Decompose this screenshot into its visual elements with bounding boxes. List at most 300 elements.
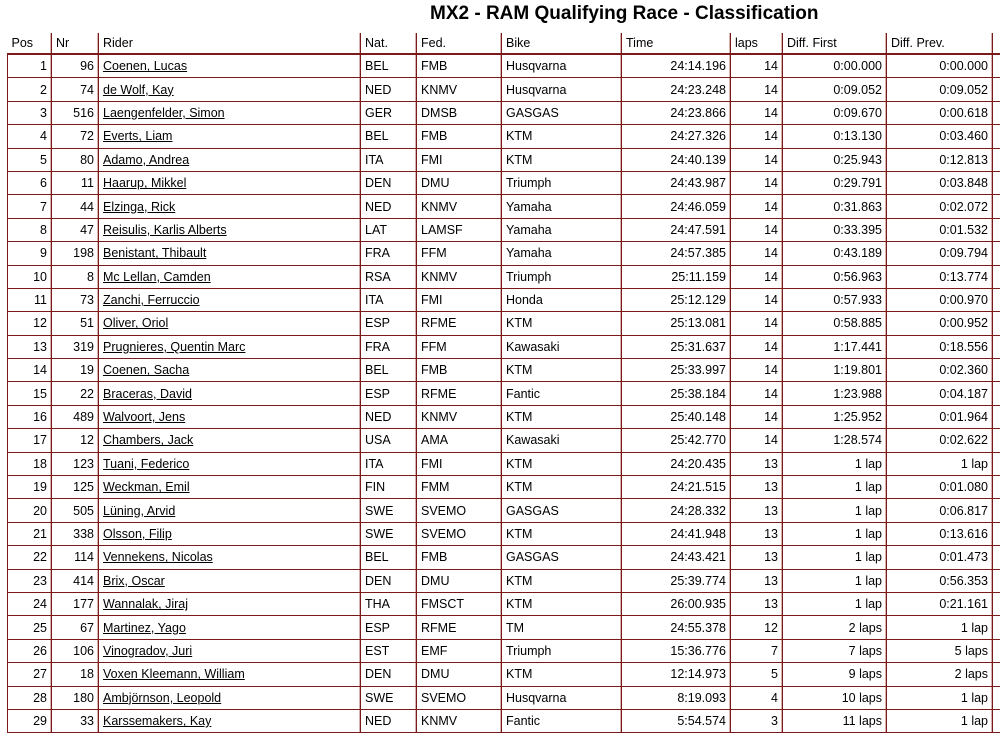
row-filler bbox=[993, 148, 1000, 171]
cell-rider bbox=[99, 686, 361, 709]
cell-laps: 4 bbox=[731, 686, 783, 709]
rider-link[interactable]: Oliver, Oriol bbox=[103, 316, 169, 331]
column-header-bike: Bike bbox=[502, 33, 622, 54]
cell-nat: FIN bbox=[361, 476, 417, 499]
cell-diff-first: 1 lap bbox=[783, 592, 887, 615]
cell-diff-first: 1:25.952 bbox=[783, 405, 887, 428]
cell-laps: 14 bbox=[731, 265, 783, 288]
rider-link[interactable]: Ambjörnson, Leopold bbox=[103, 690, 222, 705]
table-row bbox=[8, 546, 1000, 569]
cell-laps: 14 bbox=[731, 335, 783, 358]
cell-fed: KNMV bbox=[417, 195, 502, 218]
cell-bike: Honda bbox=[502, 288, 622, 311]
cell-pos: 22 bbox=[8, 546, 52, 569]
rider-link[interactable]: Coenen, Lucas bbox=[103, 59, 188, 74]
cell-rider bbox=[99, 242, 361, 265]
cell-diff-first: 0:09.670 bbox=[783, 101, 887, 124]
cell-nat: FRA bbox=[361, 335, 417, 358]
cell-pos: 17 bbox=[8, 429, 52, 452]
column-header-diff-prev: Diff. Prev. bbox=[887, 33, 993, 54]
rider-link[interactable]: Lüning, Arvid bbox=[103, 503, 176, 518]
rider-link[interactable]: Voxen Kleemann, William bbox=[103, 667, 245, 682]
cell-diff-first: 1 lap bbox=[783, 499, 887, 522]
cell-time: 25:42.770 bbox=[622, 429, 731, 452]
rider-link[interactable]: Wannalak, Jiraj bbox=[103, 597, 188, 612]
rider-link[interactable]: Walvoort, Jens bbox=[103, 410, 186, 425]
cell-fed: EMF bbox=[417, 639, 502, 662]
cell-rider bbox=[99, 195, 361, 218]
rider-link[interactable]: Reisulis, Karlis Alberts bbox=[103, 222, 227, 237]
cell-rider bbox=[99, 335, 361, 358]
cell-diff-first: 1 lap bbox=[783, 476, 887, 499]
cell-pos: 18 bbox=[8, 452, 52, 475]
cell-rider bbox=[99, 429, 361, 452]
cell-nr: 80 bbox=[52, 148, 99, 171]
cell-time: 25:38.184 bbox=[622, 382, 731, 405]
cell-diff-first: 0:13.130 bbox=[783, 125, 887, 148]
cell-bike: KTM bbox=[502, 405, 622, 428]
cell-nr: 338 bbox=[52, 522, 99, 545]
table-row bbox=[8, 265, 1000, 288]
table-row bbox=[8, 288, 1000, 311]
cell-pos: 27 bbox=[8, 663, 52, 686]
cell-laps: 13 bbox=[731, 569, 783, 592]
cell-bike: KTM bbox=[502, 148, 622, 171]
rider-link[interactable]: Benistant, Thibault bbox=[103, 246, 207, 261]
cell-laps: 14 bbox=[731, 171, 783, 194]
cell-nr: 489 bbox=[52, 405, 99, 428]
cell-diff-prev: 0:12.813 bbox=[887, 148, 993, 171]
cell-time: 24:55.378 bbox=[622, 616, 731, 639]
cell-pos: 6 bbox=[8, 171, 52, 194]
cell-diff-first: 0:33.395 bbox=[783, 218, 887, 241]
rider-link[interactable]: Coenen, Sacha bbox=[103, 363, 190, 378]
cell-pos: 19 bbox=[8, 476, 52, 499]
table-row bbox=[8, 195, 1000, 218]
table-row bbox=[8, 171, 1000, 194]
cell-laps: 14 bbox=[731, 359, 783, 382]
cell-rider bbox=[99, 592, 361, 615]
cell-time: 24:43.987 bbox=[622, 171, 731, 194]
rider-link[interactable]: Tuani, Federico bbox=[103, 456, 190, 471]
cell-bike: Fantic bbox=[502, 709, 622, 732]
cell-nat: BEL bbox=[361, 359, 417, 382]
rider-link[interactable]: Zanchi, Ferruccio bbox=[103, 293, 200, 308]
cell-time: 25:40.148 bbox=[622, 405, 731, 428]
cell-nat: ITA bbox=[361, 288, 417, 311]
cell-time: 24:41.948 bbox=[622, 522, 731, 545]
table-row bbox=[8, 382, 1000, 405]
cell-pos: 21 bbox=[8, 522, 52, 545]
cell-nr: 96 bbox=[52, 54, 99, 78]
cell-rider bbox=[99, 476, 361, 499]
table-row bbox=[8, 148, 1000, 171]
cell-bike: GASGAS bbox=[502, 101, 622, 124]
cell-laps: 3 bbox=[731, 709, 783, 732]
cell-time: 24:21.515 bbox=[622, 476, 731, 499]
cell-diff-first: 1:28.574 bbox=[783, 429, 887, 452]
cell-diff-first: 0:56.963 bbox=[783, 265, 887, 288]
rider-link[interactable]: Chambers, Jack bbox=[103, 433, 194, 448]
cell-time: 25:31.637 bbox=[622, 335, 731, 358]
cell-fed: KNMV bbox=[417, 265, 502, 288]
cell-pos: 5 bbox=[8, 148, 52, 171]
cell-bike: Husqvarna bbox=[502, 686, 622, 709]
rider-link[interactable]: Karssemakers, Kay bbox=[103, 714, 212, 729]
cell-bike: KTM bbox=[502, 522, 622, 545]
cell-pos: 8 bbox=[8, 218, 52, 241]
cell-diff-first: 1 lap bbox=[783, 569, 887, 592]
cell-nat: ITA bbox=[361, 148, 417, 171]
cell-nat: ITA bbox=[361, 452, 417, 475]
cell-pos: 13 bbox=[8, 335, 52, 358]
cell-fed: RFME bbox=[417, 616, 502, 639]
table-row bbox=[8, 616, 1000, 639]
row-filler bbox=[993, 616, 1000, 639]
cell-pos: 26 bbox=[8, 639, 52, 662]
cell-laps: 14 bbox=[731, 195, 783, 218]
cell-laps: 14 bbox=[731, 148, 783, 171]
cell-rider bbox=[99, 499, 361, 522]
row-filler bbox=[993, 429, 1000, 452]
column-header-time: Time bbox=[622, 33, 731, 54]
rider-link[interactable]: Weckman, Emil bbox=[103, 480, 190, 495]
cell-bike: KTM bbox=[502, 663, 622, 686]
cell-fed: FMB bbox=[417, 125, 502, 148]
row-filler bbox=[993, 54, 1000, 78]
row-filler bbox=[993, 171, 1000, 194]
cell-diff-first: 1:23.988 bbox=[783, 382, 887, 405]
cell-time: 24:28.332 bbox=[622, 499, 731, 522]
cell-fed: KNMV bbox=[417, 709, 502, 732]
cell-pos: 9 bbox=[8, 242, 52, 265]
cell-pos: 20 bbox=[8, 499, 52, 522]
rider-link[interactable]: Haarup, Mikkel bbox=[103, 176, 187, 191]
row-filler bbox=[993, 359, 1000, 382]
cell-laps: 13 bbox=[731, 499, 783, 522]
cell-diff-prev: 0:56.353 bbox=[887, 569, 993, 592]
cell-rider bbox=[99, 265, 361, 288]
table-row bbox=[8, 592, 1000, 615]
rider-link[interactable]: Vennekens, Nicolas bbox=[103, 550, 213, 565]
cell-rider bbox=[99, 288, 361, 311]
cell-pos: 4 bbox=[8, 125, 52, 148]
cell-nat: NED bbox=[361, 195, 417, 218]
table-row bbox=[8, 359, 1000, 382]
cell-nat: ESP bbox=[361, 616, 417, 639]
cell-pos: 23 bbox=[8, 569, 52, 592]
cell-fed: AMA bbox=[417, 429, 502, 452]
cell-laps: 14 bbox=[731, 312, 783, 335]
cell-laps: 7 bbox=[731, 639, 783, 662]
cell-pos: 24 bbox=[8, 592, 52, 615]
cell-bike: KTM bbox=[502, 476, 622, 499]
rider-link[interactable]: Vinogradov, Juri bbox=[103, 643, 193, 658]
cell-nr: 33 bbox=[52, 709, 99, 732]
cell-bike: KTM bbox=[502, 569, 622, 592]
table-row bbox=[8, 686, 1000, 709]
column-header-rider: Rider bbox=[99, 33, 361, 54]
cell-rider bbox=[99, 101, 361, 124]
cell-time: 24:43.421 bbox=[622, 546, 731, 569]
cell-nat: BEL bbox=[361, 125, 417, 148]
cell-time: 25:13.081 bbox=[622, 312, 731, 335]
cell-rider bbox=[99, 452, 361, 475]
cell-bike: Kawasaki bbox=[502, 335, 622, 358]
cell-rider bbox=[99, 218, 361, 241]
cell-nat: NED bbox=[361, 78, 417, 101]
cell-nat: DEN bbox=[361, 171, 417, 194]
cell-fed: RFME bbox=[417, 382, 502, 405]
cell-bike: Triumph bbox=[502, 171, 622, 194]
row-filler bbox=[993, 663, 1000, 686]
cell-time: 25:39.774 bbox=[622, 569, 731, 592]
cell-diff-prev: 2 laps bbox=[887, 663, 993, 686]
cell-diff-prev: 0:09.794 bbox=[887, 242, 993, 265]
row-filler bbox=[993, 476, 1000, 499]
classification-table bbox=[7, 33, 1000, 733]
cell-diff-prev: 0:06.817 bbox=[887, 499, 993, 522]
table-row bbox=[8, 405, 1000, 428]
row-filler bbox=[993, 218, 1000, 241]
cell-time: 25:33.997 bbox=[622, 359, 731, 382]
table-row bbox=[8, 218, 1000, 241]
cell-nat: SWE bbox=[361, 686, 417, 709]
cell-laps: 14 bbox=[731, 101, 783, 124]
cell-nat: GER bbox=[361, 101, 417, 124]
cell-nr: 319 bbox=[52, 335, 99, 358]
cell-laps: 14 bbox=[731, 218, 783, 241]
rider-link[interactable]: Braceras, David bbox=[103, 386, 192, 401]
cell-fed: FMI bbox=[417, 452, 502, 475]
cell-diff-prev: 0:03.848 bbox=[887, 171, 993, 194]
cell-diff-prev: 0:09.052 bbox=[887, 78, 993, 101]
cell-time: 8:19.093 bbox=[622, 686, 731, 709]
cell-laps: 13 bbox=[731, 476, 783, 499]
cell-nr: 11 bbox=[52, 171, 99, 194]
cell-nr: 180 bbox=[52, 686, 99, 709]
cell-laps: 14 bbox=[731, 382, 783, 405]
cell-nr: 114 bbox=[52, 546, 99, 569]
cell-diff-first: 0:25.943 bbox=[783, 148, 887, 171]
cell-rider bbox=[99, 639, 361, 662]
cell-diff-first: 1 lap bbox=[783, 522, 887, 545]
cell-bike: Yamaha bbox=[502, 242, 622, 265]
cell-pos: 25 bbox=[8, 616, 52, 639]
cell-pos: 1 bbox=[8, 54, 52, 78]
cell-nr: 516 bbox=[52, 101, 99, 124]
cell-nat: NED bbox=[361, 709, 417, 732]
row-filler bbox=[993, 382, 1000, 405]
cell-time: 24:46.059 bbox=[622, 195, 731, 218]
cell-diff-first: 0:09.052 bbox=[783, 78, 887, 101]
table-row bbox=[8, 476, 1000, 499]
cell-diff-first: 0:57.933 bbox=[783, 288, 887, 311]
column-header-pos: Pos bbox=[8, 33, 52, 54]
row-filler bbox=[993, 312, 1000, 335]
row-filler bbox=[993, 499, 1000, 522]
cell-pos: 16 bbox=[8, 405, 52, 428]
row-filler bbox=[993, 709, 1000, 732]
rider-link[interactable]: Everts, Liam bbox=[103, 129, 173, 144]
cell-fed: DMSB bbox=[417, 101, 502, 124]
cell-nr: 198 bbox=[52, 242, 99, 265]
page-title: MX2 - RAM Qualifying Race - Classification bbox=[430, 3, 819, 24]
cell-nr: 414 bbox=[52, 569, 99, 592]
cell-nat: USA bbox=[361, 429, 417, 452]
cell-fed: FFM bbox=[417, 242, 502, 265]
cell-nr: 22 bbox=[52, 382, 99, 405]
cell-nat: RSA bbox=[361, 265, 417, 288]
rider-link[interactable]: Brix, Oscar bbox=[103, 573, 165, 588]
cell-rider bbox=[99, 78, 361, 101]
cell-laps: 14 bbox=[731, 54, 783, 78]
cell-bike: KTM bbox=[502, 312, 622, 335]
cell-diff-prev: 0:01.473 bbox=[887, 546, 993, 569]
cell-nat: ESP bbox=[361, 382, 417, 405]
cell-laps: 14 bbox=[731, 78, 783, 101]
cell-fed: RFME bbox=[417, 312, 502, 335]
cell-nr: 177 bbox=[52, 592, 99, 615]
cell-fed: KNMV bbox=[417, 405, 502, 428]
column-header-fed: Fed. bbox=[417, 33, 502, 54]
table-row bbox=[8, 522, 1000, 545]
cell-time: 24:20.435 bbox=[622, 452, 731, 475]
cell-nat: BEL bbox=[361, 54, 417, 78]
cell-rider bbox=[99, 709, 361, 732]
table-row bbox=[8, 242, 1000, 265]
cell-time: 26:00.935 bbox=[622, 592, 731, 615]
cell-pos: 3 bbox=[8, 101, 52, 124]
cell-fed: KNMV bbox=[417, 78, 502, 101]
row-filler bbox=[993, 242, 1000, 265]
cell-diff-prev: 0:04.187 bbox=[887, 382, 993, 405]
cell-diff-first: 1:19.801 bbox=[783, 359, 887, 382]
table-row bbox=[8, 499, 1000, 522]
cell-laps: 14 bbox=[731, 405, 783, 428]
cell-nat: THA bbox=[361, 592, 417, 615]
cell-nat: EST bbox=[361, 639, 417, 662]
cell-nr: 47 bbox=[52, 218, 99, 241]
cell-rider bbox=[99, 663, 361, 686]
table-row bbox=[8, 54, 1000, 78]
cell-fed: SVEMO bbox=[417, 522, 502, 545]
row-filler bbox=[993, 101, 1000, 124]
cell-diff-first: 9 laps bbox=[783, 663, 887, 686]
rider-link[interactable]: Adamo, Andrea bbox=[103, 152, 190, 167]
cell-fed: FMI bbox=[417, 288, 502, 311]
cell-fed: FMB bbox=[417, 546, 502, 569]
cell-nat: SWE bbox=[361, 499, 417, 522]
cell-rider bbox=[99, 171, 361, 194]
cell-diff-first: 1 lap bbox=[783, 452, 887, 475]
cell-diff-first: 0:31.863 bbox=[783, 195, 887, 218]
cell-laps: 12 bbox=[731, 616, 783, 639]
cell-nr: 12 bbox=[52, 429, 99, 452]
cell-fed: DMU bbox=[417, 171, 502, 194]
cell-laps: 5 bbox=[731, 663, 783, 686]
rider-link[interactable]: Mc Lellan, Camden bbox=[103, 269, 211, 284]
cell-nat: BEL bbox=[361, 546, 417, 569]
cell-time: 24:23.866 bbox=[622, 101, 731, 124]
table-header-row bbox=[8, 33, 1000, 54]
cell-fed: SVEMO bbox=[417, 499, 502, 522]
table-row bbox=[8, 78, 1000, 101]
column-header-nat: Nat. bbox=[361, 33, 417, 54]
cell-bike: KTM bbox=[502, 125, 622, 148]
cell-nat: LAT bbox=[361, 218, 417, 241]
cell-bike: GASGAS bbox=[502, 546, 622, 569]
cell-rider bbox=[99, 546, 361, 569]
cell-nat: DEN bbox=[361, 663, 417, 686]
cell-rider bbox=[99, 148, 361, 171]
rider-link[interactable]: Laengenfelder, Simon bbox=[103, 105, 225, 120]
row-filler bbox=[993, 592, 1000, 615]
cell-bike: KTM bbox=[502, 452, 622, 475]
rider-link[interactable]: Elzinga, Rick bbox=[103, 199, 176, 214]
cell-diff-prev: 0:01.964 bbox=[887, 405, 993, 428]
cell-nr: 51 bbox=[52, 312, 99, 335]
cell-bike: GASGAS bbox=[502, 499, 622, 522]
cell-rider bbox=[99, 359, 361, 382]
cell-diff-first: 10 laps bbox=[783, 686, 887, 709]
cell-time: 25:12.129 bbox=[622, 288, 731, 311]
cell-bike: Triumph bbox=[502, 265, 622, 288]
cell-bike: KTM bbox=[502, 592, 622, 615]
header-filler bbox=[993, 33, 1000, 54]
table-row bbox=[8, 709, 1000, 732]
cell-bike: Triumph bbox=[502, 639, 622, 662]
cell-laps: 14 bbox=[731, 242, 783, 265]
rider-link[interactable]: de Wolf, Kay bbox=[103, 82, 174, 97]
row-filler bbox=[993, 125, 1000, 148]
cell-diff-first: 0:29.791 bbox=[783, 171, 887, 194]
cell-time: 5:54.574 bbox=[622, 709, 731, 732]
row-filler bbox=[993, 195, 1000, 218]
cell-nr: 72 bbox=[52, 125, 99, 148]
cell-nr: 505 bbox=[52, 499, 99, 522]
cell-bike: Yamaha bbox=[502, 195, 622, 218]
cell-diff-first: 0:58.885 bbox=[783, 312, 887, 335]
cell-time: 24:57.385 bbox=[622, 242, 731, 265]
cell-pos: 12 bbox=[8, 312, 52, 335]
column-header-laps: laps bbox=[731, 33, 783, 54]
row-filler bbox=[993, 452, 1000, 475]
cell-rider bbox=[99, 616, 361, 639]
cell-fed: DMU bbox=[417, 569, 502, 592]
cell-bike: Husqvarna bbox=[502, 78, 622, 101]
cell-time: 12:14.973 bbox=[622, 663, 731, 686]
cell-rider bbox=[99, 312, 361, 335]
cell-fed: SVEMO bbox=[417, 686, 502, 709]
cell-fed: DMU bbox=[417, 663, 502, 686]
cell-pos: 10 bbox=[8, 265, 52, 288]
cell-laps: 13 bbox=[731, 522, 783, 545]
cell-diff-prev: 1 lap bbox=[887, 452, 993, 475]
rider-link[interactable]: Olsson, Filip bbox=[103, 527, 172, 541]
cell-pos: 28 bbox=[8, 686, 52, 709]
row-filler bbox=[993, 405, 1000, 428]
rider-link[interactable]: Prugnieres, Quentin Marc bbox=[103, 339, 246, 354]
rider-link[interactable]: Martinez, Yago bbox=[103, 620, 186, 635]
cell-time: 24:47.591 bbox=[622, 218, 731, 241]
cell-diff-first: 7 laps bbox=[783, 639, 887, 662]
row-filler bbox=[993, 288, 1000, 311]
cell-diff-prev: 0:01.532 bbox=[887, 218, 993, 241]
cell-fed: FMB bbox=[417, 54, 502, 78]
cell-laps: 13 bbox=[731, 592, 783, 615]
table-row bbox=[8, 663, 1000, 686]
